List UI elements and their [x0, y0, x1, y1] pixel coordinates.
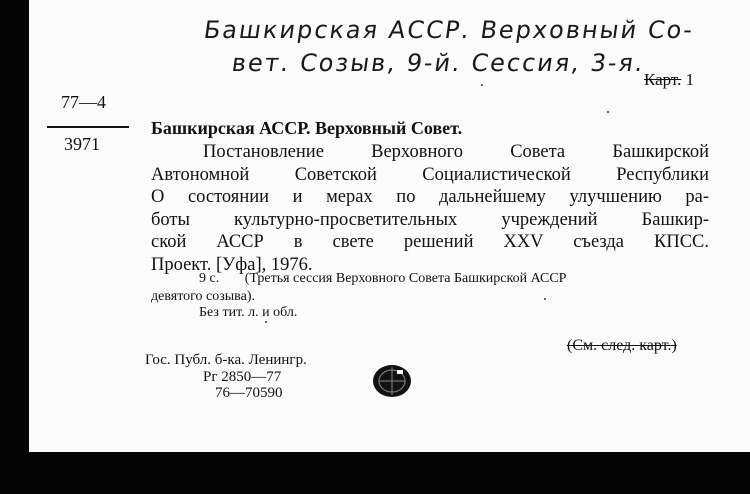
- shelfmark-divider: [47, 126, 129, 128]
- library-reference-2: 76—70590: [215, 385, 283, 401]
- collation-note: [151, 270, 721, 306]
- entry-title-line: Постановление Верховного Совета Башкирской: [203, 142, 709, 162]
- series-note-line-1: (Третья сессия Верховного Совета Башкирской АССР: [244, 271, 567, 286]
- handwritten-heading-line-2: вет. Созыв, 9-й. Сессия, 3-я.: [230, 49, 647, 77]
- card-number: [644, 70, 694, 90]
- library-reference-1: Рг 2850—77: [203, 368, 282, 385]
- library-stamp-icon: [371, 362, 413, 400]
- card-number-label: Карт.: [644, 70, 682, 89]
- series-note-line-2: девятого созыва).: [151, 289, 255, 304]
- entry-title-line: Автономной Советской Социалистической Республики: [151, 164, 709, 185]
- scan-speck: [607, 111, 609, 113]
- handwritten-heading-line-1: Башкирская АССР. Верховный Со-: [202, 16, 697, 44]
- scan-speck: [265, 321, 267, 323]
- shelfmark-top: 77—4: [61, 92, 106, 112]
- catalog-card: [29, 0, 750, 452]
- entry-title-line: ской АССР в свете решений XXV съезда КПСС.: [151, 232, 709, 252]
- scan-speck: [481, 84, 483, 86]
- entry-title-line: О состоянии и мерах по дальнейшему улучшению ра-: [151, 187, 709, 207]
- card-number-value: 1: [685, 70, 695, 89]
- page-count: 9 с.: [199, 271, 220, 286]
- library-imprint: [145, 352, 307, 402]
- format-note: Без тит. л. и обл.: [199, 305, 298, 320]
- entry-title-line: Проект. [Уфа], 1976.: [151, 254, 313, 275]
- entry-title-block: [151, 141, 709, 276]
- see-next-card: (См. след. карт.): [567, 337, 677, 354]
- shelfmark-bottom: 3971: [64, 134, 100, 154]
- scan-speck: [544, 298, 546, 300]
- entry-title-line: боты культурно-просветительных учреждений Башкир-: [151, 209, 709, 230]
- scan-border-bottom: [0, 452, 750, 494]
- scan-border-left: [0, 0, 29, 494]
- library-name: Гос. Публ. б-ка. Ленингр.: [145, 352, 307, 368]
- entry-heading: Башкирская АССР. Верховный Совет.: [151, 118, 463, 138]
